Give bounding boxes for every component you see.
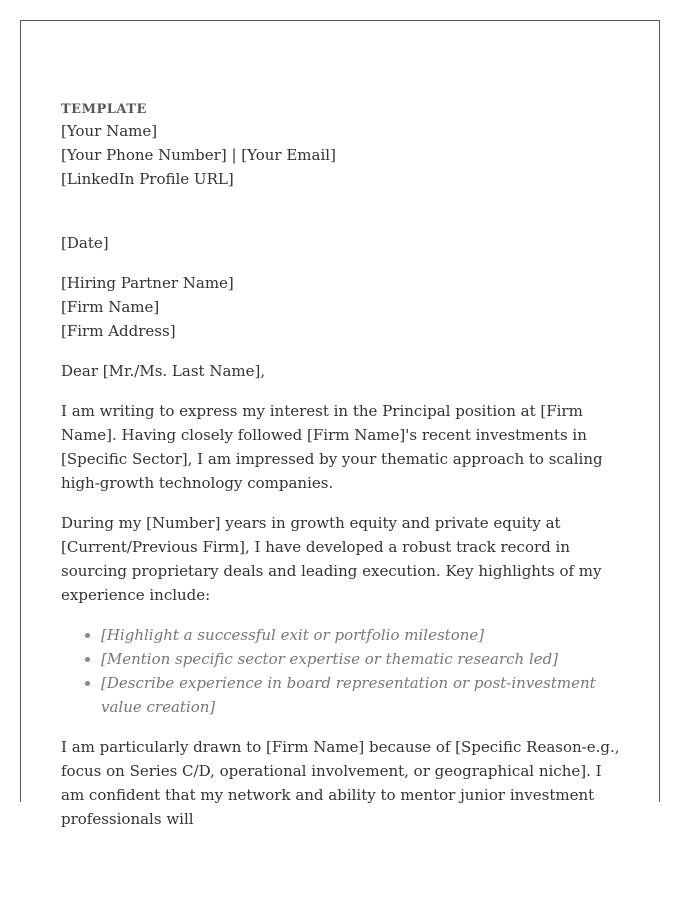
recipient-address: [Firm Address]	[61, 322, 176, 340]
recipient-partner: [Hiring Partner Name]	[61, 274, 234, 292]
highlight-item: • [Highlight a successful exit or portfolio milestone]	[101, 623, 626, 647]
letter-date: [Date]	[61, 234, 109, 252]
salutation: Dear [Mr./Ms. Last Name],	[61, 362, 266, 380]
template-label: TEMPLATE	[61, 102, 147, 117]
recipient-block	[61, 271, 626, 343]
experience-paragraph: During my [Number] years in growth equity and private equity at [Current/Previous Firm], I have developed a robust track record in sourcing proprietary deals and leading execution. Key highlights of my experience include:	[61, 514, 602, 604]
closing-paragraph: I am particularly drawn to [Firm Name] because of [Specific Reason-e.g., focus on Series C/D, operational involvement, or geographical niche]. I am confident that my network and ability to mentor junior investment professionals will	[61, 738, 620, 828]
intro-paragraph: I am writing to express my interest in the Principal position at [Firm Name]. Having closely followed [Firm Name]'s recent investments in [Specific Sector], I am impressed by your thematic approach to scaling high-growth technology companies.	[61, 402, 603, 492]
recipient-firm: [Firm Name]	[61, 298, 160, 316]
sender-name: [Your Name]	[61, 122, 158, 140]
highlights-list	[61, 623, 626, 719]
document-page	[20, 20, 660, 828]
highlight-item: • [Describe experience in board representation or post-investment value creation]	[101, 671, 626, 719]
cover-letter-body	[61, 101, 626, 831]
sender-linkedin: [LinkedIn Profile URL]	[61, 170, 234, 188]
highlight-item: • [Mention specific sector expertise or thematic research led]	[101, 647, 626, 671]
sender-header	[61, 119, 626, 191]
sender-contact: [Your Phone Number] | [Your Email]	[61, 146, 336, 164]
